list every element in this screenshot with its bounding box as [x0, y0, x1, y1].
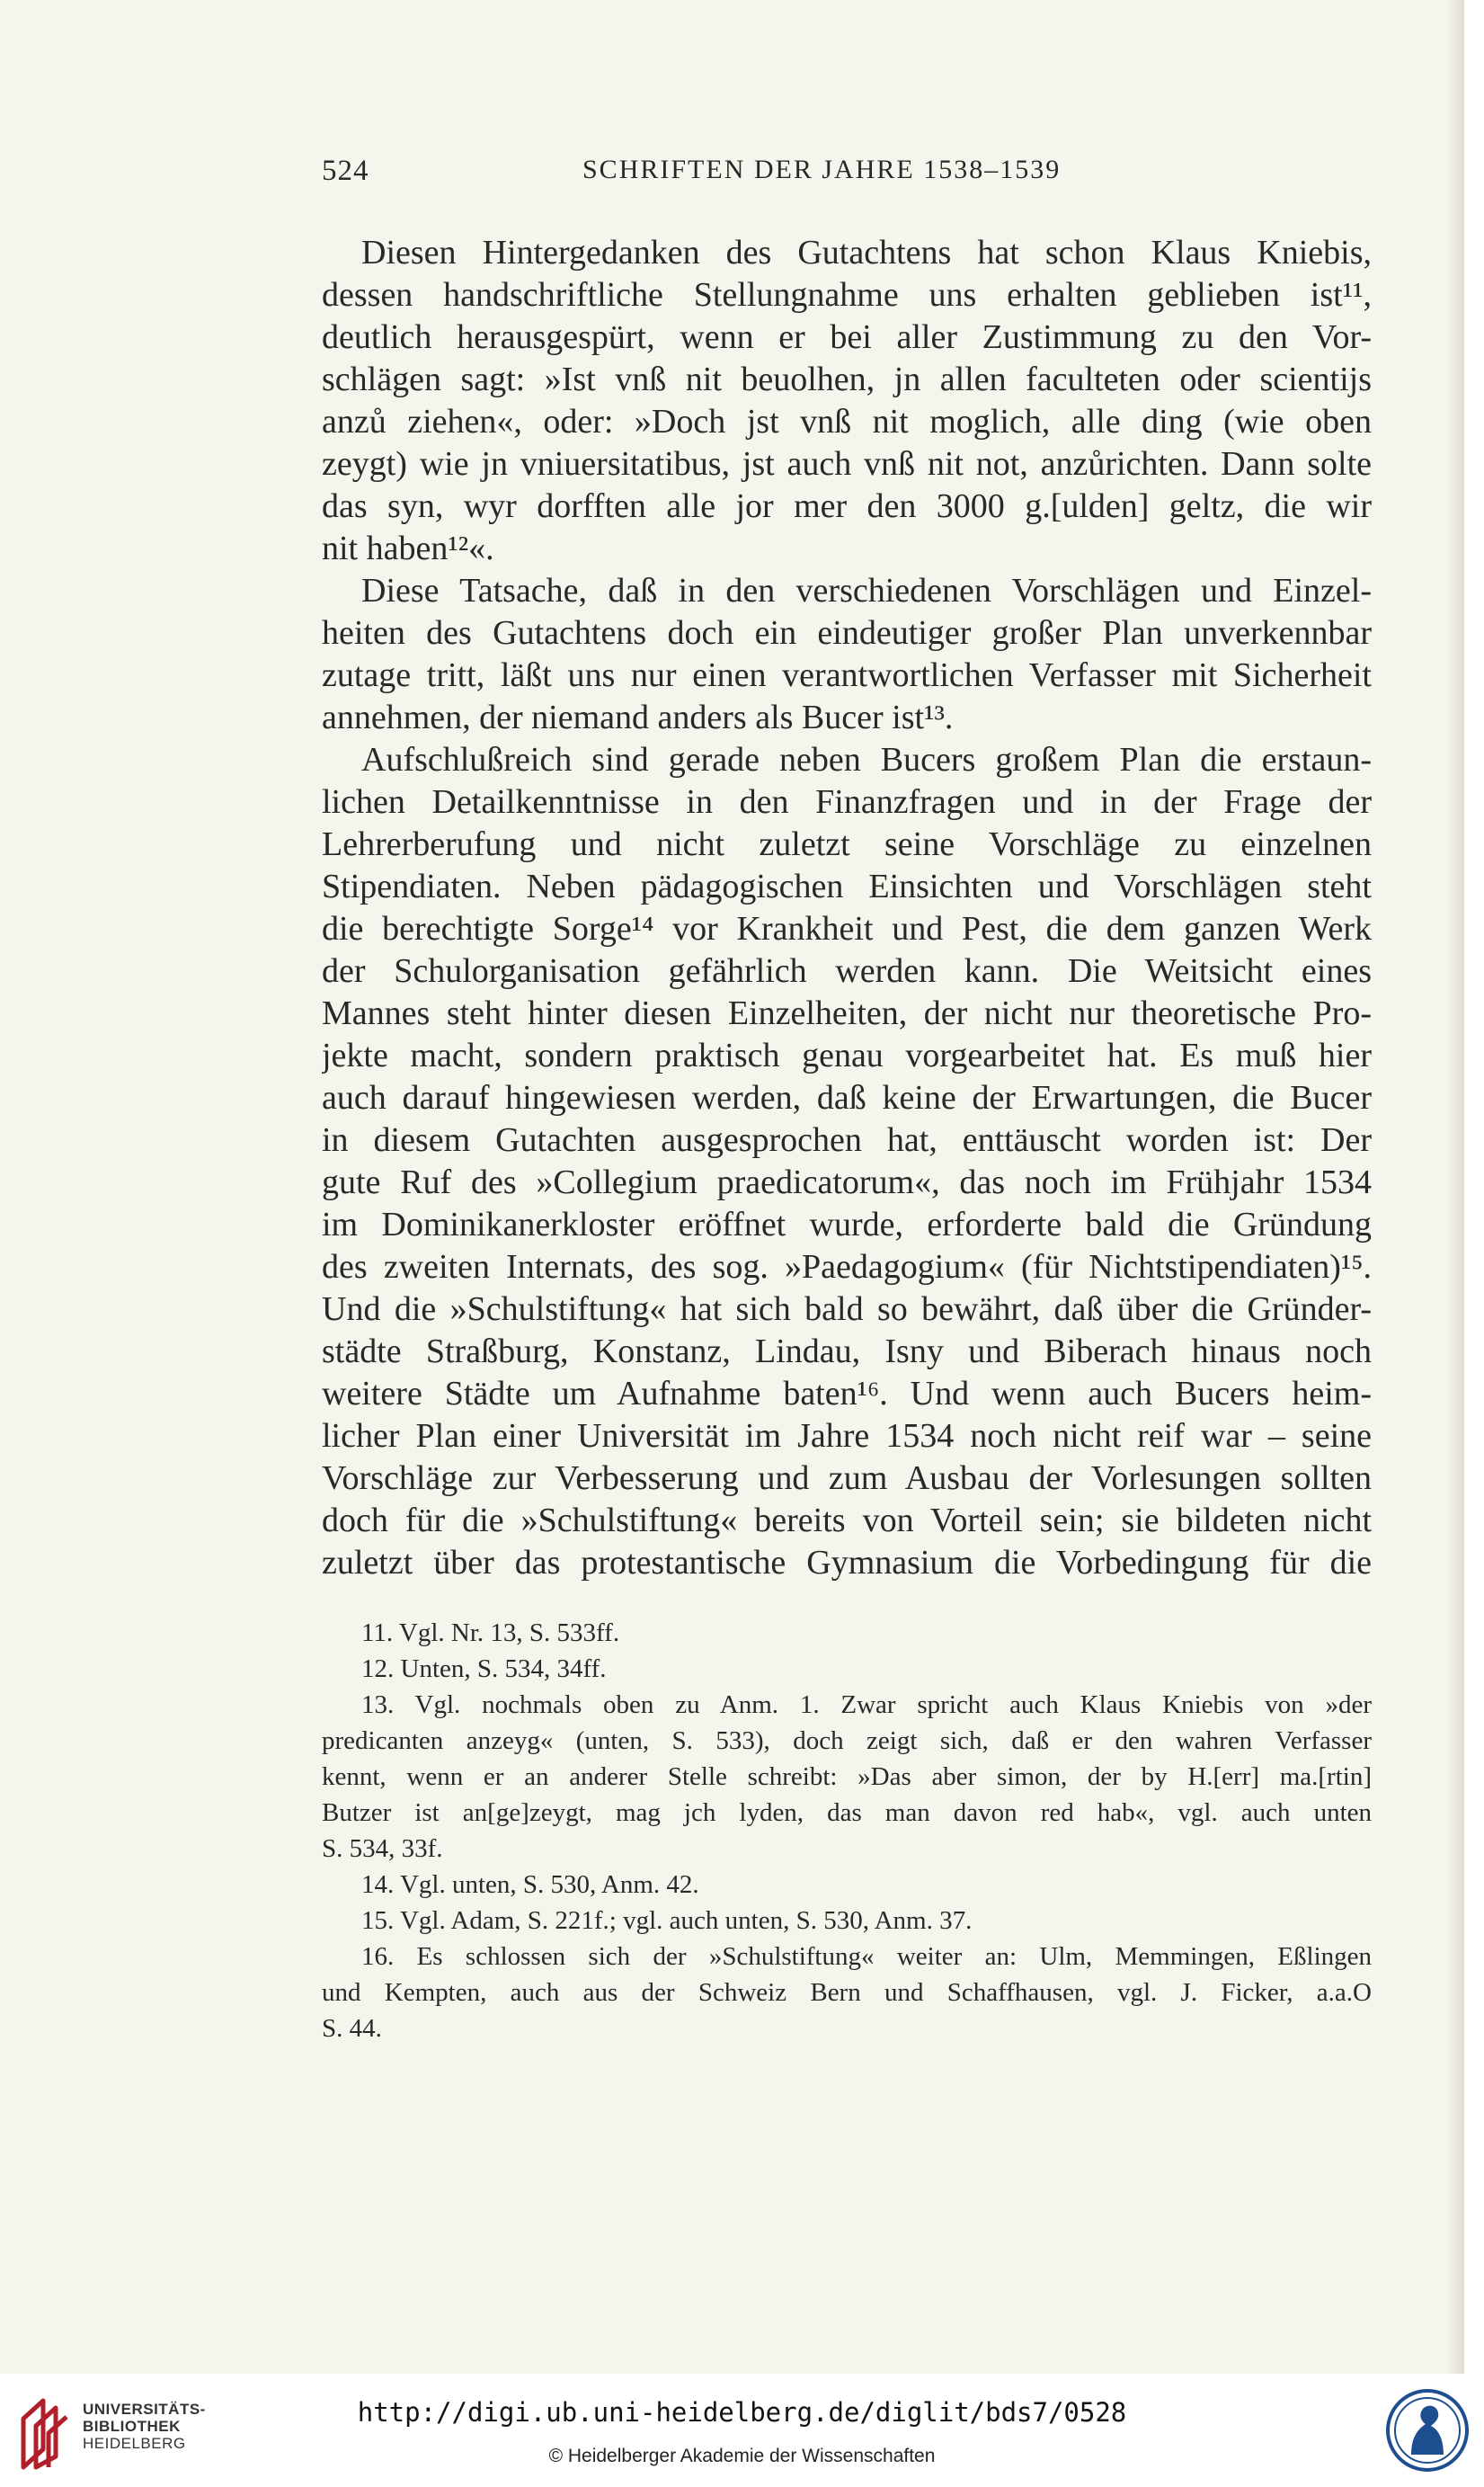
- text-line: Vorschläge zur Verbesserung und zum Ausbau der Vorlesungen sollten: [322, 1459, 1372, 1497]
- text-line: zeygt) wie jn vniuersitatibus, jst auch vnß nit not, anzůrichten. Dann solte: [322, 445, 1372, 483]
- text-line: anzů ziehen«, oder: »Doch jst vnß nit moglich, alle ding (wie oben: [322, 403, 1372, 441]
- page-header: [322, 155, 1372, 194]
- text-line: dessen handschriftliche Stellungnahme uns erhalten geblieben ist¹¹,: [322, 276, 1372, 314]
- text-line: des zweiten Internats, des sog. »Paedagogium« (für Nichtstipendiaten)¹⁵.: [322, 1248, 1372, 1286]
- footnotes: [322, 1615, 1372, 2046]
- body-text: [322, 232, 1372, 1584]
- page-gutter-shade: [1447, 0, 1464, 2374]
- footnote-line: und Kempten, auch aus der Schweiz Bern und Schaffhausen, vgl. J. Ficker, a.a.O: [322, 1978, 1372, 2007]
- footnote-line: 16. Es schlossen sich der »Schulstiftung« weiter an: Ulm, Memmingen, Eßlingen: [361, 1942, 1372, 1971]
- page-gutter: [1464, 0, 1484, 2374]
- footnote-line: predicanten anzeyg« (unten, S. 533), doch zeigt sich, daß er den wahren Verfasser: [322, 1726, 1372, 1755]
- academy-seal-icon[interactable]: [1384, 2383, 1471, 2478]
- text-line: städte Straßburg, Konstanz, Lindau, Isny und Biberach hinaus noch: [322, 1333, 1372, 1370]
- text-line: weitere Städte um Aufnahme baten¹⁶. Und wenn auch Bucers heim-: [322, 1375, 1372, 1413]
- footnote-line: 12. Unten, S. 534, 34ff.: [361, 1654, 607, 1683]
- text-line: Lehrerberufung und nicht zuletzt seine Vorschläge zu einzelnen: [322, 825, 1372, 863]
- text-line: auch darauf hingewiesen werden, daß keine der Erwartungen, die Bucer: [322, 1079, 1372, 1117]
- library-name-line: BIBLIOTHEK: [83, 2418, 181, 2435]
- text-line: jekte macht, sondern praktisch genau vorgearbeitet hat. Es muß hier: [322, 1037, 1372, 1074]
- text-line: annehmen, der niemand anders als Bucer ist¹³.: [322, 699, 954, 736]
- footnote-line: S. 534, 33f.: [322, 1834, 443, 1863]
- library-name-line: UNIVERSITÄTS-: [83, 2401, 206, 2418]
- footnote-line: S. 44.: [322, 2014, 382, 2043]
- footnote-line: 14. Vgl. unten, S. 530, Anm. 42.: [361, 1870, 699, 1899]
- page-number: 524: [322, 155, 369, 187]
- text-line: zutage tritt, läßt uns nur einen verantwortlichen Verfasser mit Sicherheit: [322, 656, 1372, 694]
- viewer-footer: [0, 2374, 1484, 2487]
- source-url-link[interactable]: http://digi.ub.uni-heidelberg.de/diglit/bds7/0528: [357, 2397, 1127, 2428]
- text-line: Mannes steht hinter diesen Einzelheiten, der nicht nur theoretische Pro-: [322, 994, 1372, 1032]
- text-line: zuletzt über das protestantische Gymnasium die Vorbedingung für die: [322, 1544, 1372, 1582]
- text-line: licher Plan einer Universität im Jahre 1534 noch nicht reif war – seine: [322, 1417, 1372, 1455]
- text-line: schlägen sagt: »Ist vnß nit beuolhen, jn allen faculteten oder scientijs: [322, 361, 1372, 398]
- text-line: nit haben¹²«.: [322, 530, 494, 567]
- footnote-line: 13. Vgl. nochmals oben zu Anm. 1. Zwar spricht auch Klaus Kniebis von »der: [361, 1690, 1372, 1719]
- text-line: heiten des Gutachtens doch ein eindeutiger großer Plan unverkennbar: [322, 614, 1372, 652]
- text-line: gute Ruf des »Collegium praedicatorum«, das noch im Frühjahr 1534: [322, 1163, 1372, 1201]
- text-line: Diesen Hintergedanken des Gutachtens hat schon Klaus Kniebis,: [361, 234, 1372, 272]
- text-line: der Schulorganisation gefährlich werden kann. Die Weitsicht eines: [322, 952, 1372, 990]
- text-line: deutlich herausgespürt, wenn er bei aller Zustimmung zu den Vor-: [322, 318, 1372, 356]
- text-line: Aufschlußreich sind gerade neben Bucers großem Plan die erstaun-: [361, 741, 1372, 779]
- text-line: Diese Tatsache, daß in den verschiedenen Vorschlägen und Einzel-: [361, 572, 1372, 610]
- footnote-line: Butzer ist an[ge]zeygt, mag jch lyden, das man davon red hab«, vgl. auch unten: [322, 1798, 1372, 1827]
- copyright-notice: © Heidelberger Akademie der Wissenschaften: [548, 2446, 936, 2466]
- text-line: in diesem Gutachten ausgesprochen hat, enttäuscht worden ist: Der: [322, 1121, 1372, 1159]
- footnote-line: kennt, wenn er an anderer Stelle schreibt: »Das aber simon, der by H.[err] ma.[rtin]: [322, 1762, 1372, 1791]
- text-line: lichen Detailkenntnisse in den Finanzfragen und in der Frage der: [322, 783, 1372, 821]
- library-name-line: HEIDELBERG: [83, 2435, 186, 2452]
- text-line: doch für die »Schulstiftung« bereits von Vorteil sein; sie bildeten nicht: [322, 1502, 1372, 1539]
- text-line: Und die »Schulstiftung« hat sich bald so bewährt, daß über die Gründer-: [322, 1290, 1372, 1328]
- running-title: SCHRIFTEN DER JAHRE 1538–1539: [582, 155, 1062, 184]
- footnote-line: 11. Vgl. Nr. 13, S. 533ff.: [361, 1618, 620, 1647]
- text-line: die berechtigte Sorge¹⁴ vor Krankheit und Pest, die dem ganzen Werk: [322, 910, 1372, 948]
- footnote-line: 15. Vgl. Adam, S. 221f.; vgl. auch unten, S. 530, Anm. 37.: [361, 1906, 973, 1935]
- text-line: das syn, wyr dorfften alle jor mer den 3000 g.[ulden] geltz, die wir: [322, 487, 1372, 525]
- text-line: im Dominikanerkloster eröffnet wurde, erforderte bald die Gründung: [322, 1206, 1372, 1244]
- text-line: Stipendiaten. Neben pädagogischen Einsichten und Vorschlägen steht: [322, 868, 1372, 905]
